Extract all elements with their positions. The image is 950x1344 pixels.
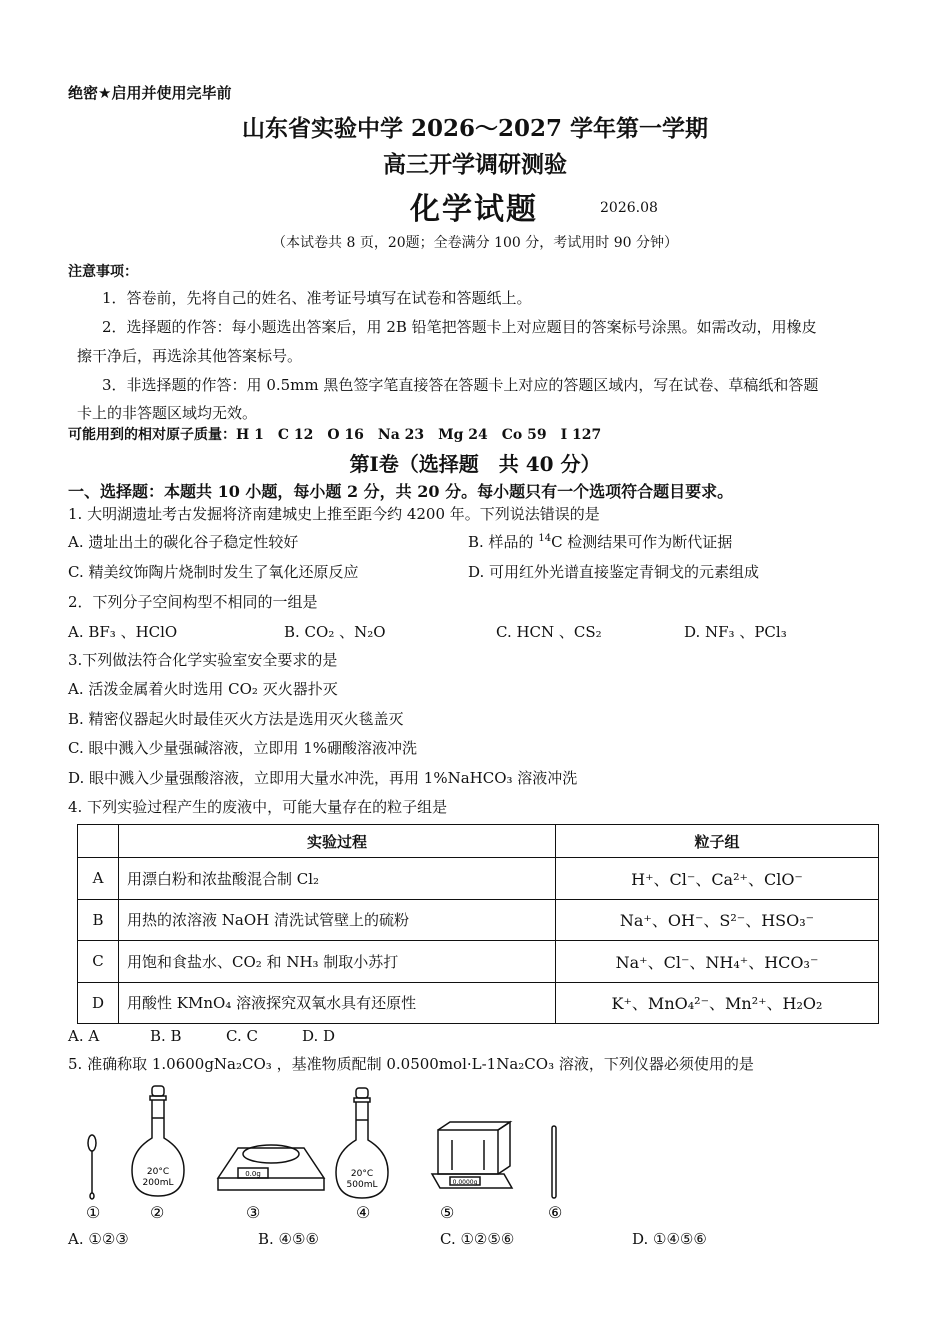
flask-200-volume: 200mL [142,1178,174,1188]
notice-item-3a: 3．非选择题的作答：用 0.5mm 黑色签字笔直接答在答题卡上对应的答题区域内，写在试卷、草稿纸和答题 [102,376,819,394]
question-2-option-b: B. CO₂ 、N₂O [284,623,386,641]
question-4-option-a: A. A [68,1027,100,1045]
question-5-option-b: B. ④⑤⑥ [258,1230,319,1248]
label-4: ④ [356,1203,371,1222]
question-4-option-d: D. D [302,1027,336,1045]
row-process: 用酸性 KMnO₄ 溶液探究双氧水具有还原性 [119,982,556,1024]
row-process: 用饱和食盐水、CO₂ 和 NH₃ 制取小苏打 [119,941,556,983]
question-3-option-d: D. 眼中溅入少量强酸溶液，立即用大量水冲洗，再用 1%NaHCO₃ 溶液冲洗 [68,769,578,787]
balance-1-display: 0.0g [245,1170,261,1178]
table-header-blank [78,825,119,858]
question-3-option-c: C. 眼中溅入少量强碱溶液，立即用 1%硼酸溶液冲洗 [68,739,418,757]
question-1-stem: 1. 大明湖遗址考古发掘将济南建城史上推至距今约 4200 年。下列说法错误的是 [68,505,600,523]
question-5-option-a: A. ①②③ [68,1230,129,1248]
row-label: C [78,941,119,983]
question-1-option-c: C. 精美纹饰陶片烧制时发生了氧化还原反应 [68,563,359,581]
page-title: 化学试题 [410,192,538,227]
question-5-option-c: C. ①②⑤⑥ [440,1230,515,1248]
row-ions: Na⁺、OH⁻、S²⁻、HSO₃⁻ [556,899,879,941]
table-header-ions: 粒子组 [556,825,879,858]
question-5-stem: 5. 准确称取 1.0600gNa₂CO₃ ，基准物质配制 0.0500mol·L-1Na₂CO₃ 溶液，下列仪器必须使用的是 [68,1055,754,1073]
label-5: ⑤ [440,1203,455,1222]
notice-item-3b: 卡上的非答题区域均无效。 [77,404,258,422]
question-4-option-b: B. B [150,1027,182,1045]
spoon-icon [88,1135,96,1199]
question-2-option-d: D. NF₃ 、PCl₃ [684,623,787,641]
flask-200-temp: 20°C [146,1167,170,1177]
exam-title: 山东省实验中学 2026～2027 学年第一学期 [241,115,709,142]
notice-item-2b: 擦干净后，再选涂其他答案标号。 [77,347,303,365]
glass-rod-icon [552,1126,556,1198]
balance-2-display: 0.0000g [452,1179,478,1186]
exam-note: （本试卷共 8 页，20题；全卷满分 100 分，考试用时 90 分钟） [272,235,678,251]
question-3-option-b: B. 精密仪器起火时最佳灭火方法是选用灭火毯盖灭 [68,710,404,728]
atomic-masses: 可能用到的相对原子质量：H 1 C 12 O 16 Na 23 Mg 24 Co 59 I 127 [68,427,602,443]
row-ions: Na⁺、Cl⁻、NH₄⁺、HCO₃⁻ [556,941,879,983]
question-3-stem: 3.下列做法符合化学实验室安全要求的是 [68,651,338,669]
row-label: D [78,982,119,1024]
table-row [78,899,879,941]
notice-item-1: 1．答卷前，先将自己的姓名、准考证号填写在试卷和答题纸上。 [102,289,532,307]
table-row [78,941,879,983]
row-ions: K⁺、MnO₄²⁻、Mn²⁺、H₂O₂ [556,982,879,1024]
question-4-table [77,824,879,1024]
notice-heading: 注意事项： [68,264,138,280]
row-label: A [78,858,119,900]
row-process: 用热的浓溶液 NaOH 清洗试管壁上的硫粉 [119,899,556,941]
flask-500-volume: 500mL [346,1180,378,1190]
table-header-process: 实验过程 [119,825,556,858]
question-5-option-d: D. ①④⑤⑥ [632,1230,707,1248]
label-6: ⑥ [548,1203,563,1222]
row-ions: H⁺、Cl⁻、Ca²⁺、ClO⁻ [556,858,879,900]
question-4-option-c: C. C [226,1027,258,1045]
row-process: 用漂白粉和浓盐酸混合制 Cl₂ [119,858,556,900]
table-row [78,982,879,1024]
label-2: ② [150,1203,165,1222]
balance-icon [218,1145,324,1190]
apparatus-figure [60,1078,580,1228]
exam-subtitle: 高三开学调研测验 [383,151,567,178]
question-2-option-a: A. BF₃ 、HClO [68,623,178,641]
flask-500-temp: 20°C [350,1169,374,1179]
question-1-option-b: B. 样品的 $^{14}$C 检测结果可作为断代证据 [468,533,733,551]
exam-date: 2026.08 [600,200,658,216]
question-1-option-a: A. 遗址出土的碳化谷子稳定性较好 [68,533,299,551]
table-header-row [78,825,879,858]
question-2-stem: 2．下列分子空间构型不相同的一组是 [68,593,318,611]
question-4-stem: 4. 下列实验过程产生的废液中，可能大量存在的粒子组是 [68,798,448,816]
question-1-option-d: D. 可用红外光谱直接鉴定青铜戈的元素组成 [468,563,760,581]
table-row [78,858,879,900]
section-title: 第Ⅰ卷（选择题 共 40 分） [349,452,601,476]
row-label: B [78,899,119,941]
part-one-heading: 一、选择题：本题共 10 小题，每小题 2 分，共 20 分。每小题只有一个选项符合题目要求。 [68,482,734,501]
label-3: ③ [246,1203,261,1222]
label-1: ① [86,1203,101,1222]
secret-label: 绝密★启用并使用完毕前 [68,84,232,102]
question-3-option-a: A. 活泼金属着火时选用 CO₂ 灭火器扑灭 [68,680,338,698]
question-2-option-c: C. HCN 、CS₂ [496,623,602,641]
notice-item-2a: 2．选择题的作答：每小题选出答案后，用 2B 铅笔把答题卡上对应题目的答案标号涂黑。如需改动，用橡皮 [102,318,817,336]
